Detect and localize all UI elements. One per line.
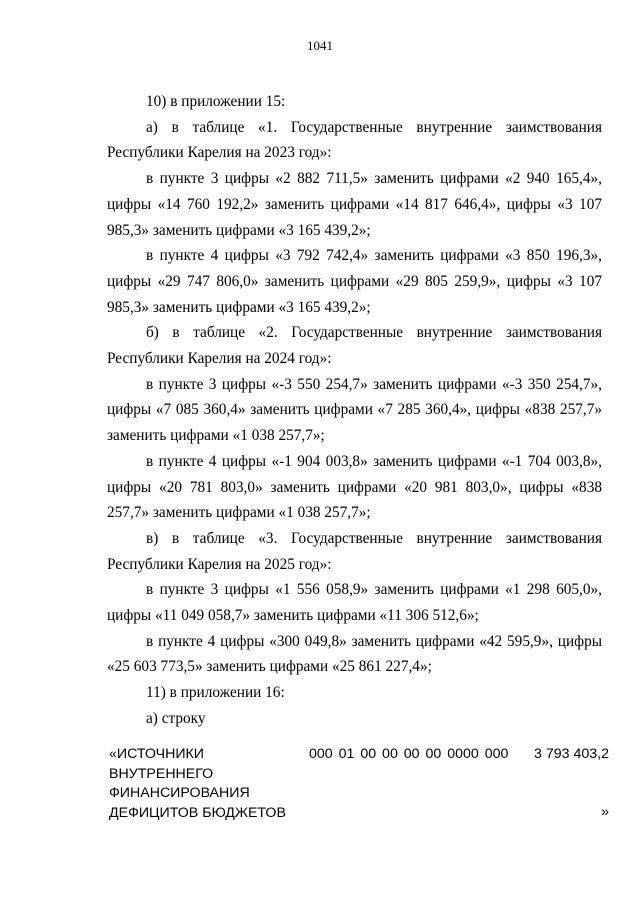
sources-row-name-line: ФИНАНСИРОВАНИЯ	[109, 785, 250, 801]
document-body	[107, 89, 602, 732]
paragraph-2023-item-4: в пункте 4 цифры «3 792 742,4» заменить цифрами «3 850 196,3», цифры «29 747 806,0» заменить цифрами «29 805 259,9», цифры «3 107 985,3» заменить цифрами «3 165 439,2»;	[107, 247, 602, 316]
paragraph-table-2024: б) в таблице «2. Государственные внутренние заимствования Республики Карелия на 2024 год»:	[107, 324, 602, 368]
paragraph-2023-item-3: в пункте 3 цифры «2 882 711,5» заменить цифрами «2 940 165,4», цифры «14 760 192,2» заменить цифрами «14 817 646,4», цифры «3 107 985,3» заменить цифрами «3 165 439,2»;	[107, 170, 602, 239]
paragraph-row-label: а) строку	[146, 709, 206, 727]
paragraph-2024-item-4: в пункте 4 цифры «-1 904 003,8» заменить цифрами «-1 704 003,8», цифры «20 781 803,0» заменить цифрами «20 981 803,0», цифры «838 257,7» заменить цифрами «1 038 257,7»;	[107, 452, 602, 522]
paragraph-appendix-15: 10) в приложении 15:	[146, 93, 286, 110]
sources-row-name-line: ДЕФИЦИТОВ БЮДЖЕТОВ	[109, 804, 286, 821]
sources-row-name-line: ВНУТРЕННЕГО	[109, 765, 214, 782]
sources-row-name-line: «ИСТОЧНИКИ	[109, 746, 204, 762]
closing-quote: »	[601, 804, 609, 820]
paragraph-2025-item-3: в пункте 3 цифры «1 556 058,9» заменить цифрами «1 298 605,0», цифры «11 049 058,7» заменить цифрами «11 306 512,6»;	[107, 581, 602, 625]
sources-row-value: 3 793 403,2	[534, 746, 609, 762]
paragraph-appendix-16: 11) в приложении 16:	[146, 684, 285, 702]
paragraph-table-2023: а) в таблице «1. Государственные внутренние заимствования Республики Карелия на 2023 год»:	[107, 118, 602, 162]
sources-row-name	[109, 745, 309, 823]
sources-row-code: 000 01 00 00 00 00 0000 000	[309, 746, 509, 762]
paragraph-2025-item-4: в пункте 4 цифры «300 049,8» заменить цифрами «42 595,9», цифры «25 603 773,5» заменить цифрами «25 861 227,4»;	[107, 632, 602, 676]
paragraph-table-2025: в) в таблице «3. Государственные внутренние заимствования Республики Карелия на 2025 год»:	[107, 529, 602, 573]
page-number: 1041	[307, 38, 333, 53]
paragraph-2024-item-3: в пункте 3 цифры «-3 550 254,7» заменить цифрами «-3 350 254,7», цифры «7 085 360,4» заменить цифрами «7 285 360,4», цифры «838 257,7» заменить цифрами «1 038 257,7»;	[107, 375, 602, 445]
